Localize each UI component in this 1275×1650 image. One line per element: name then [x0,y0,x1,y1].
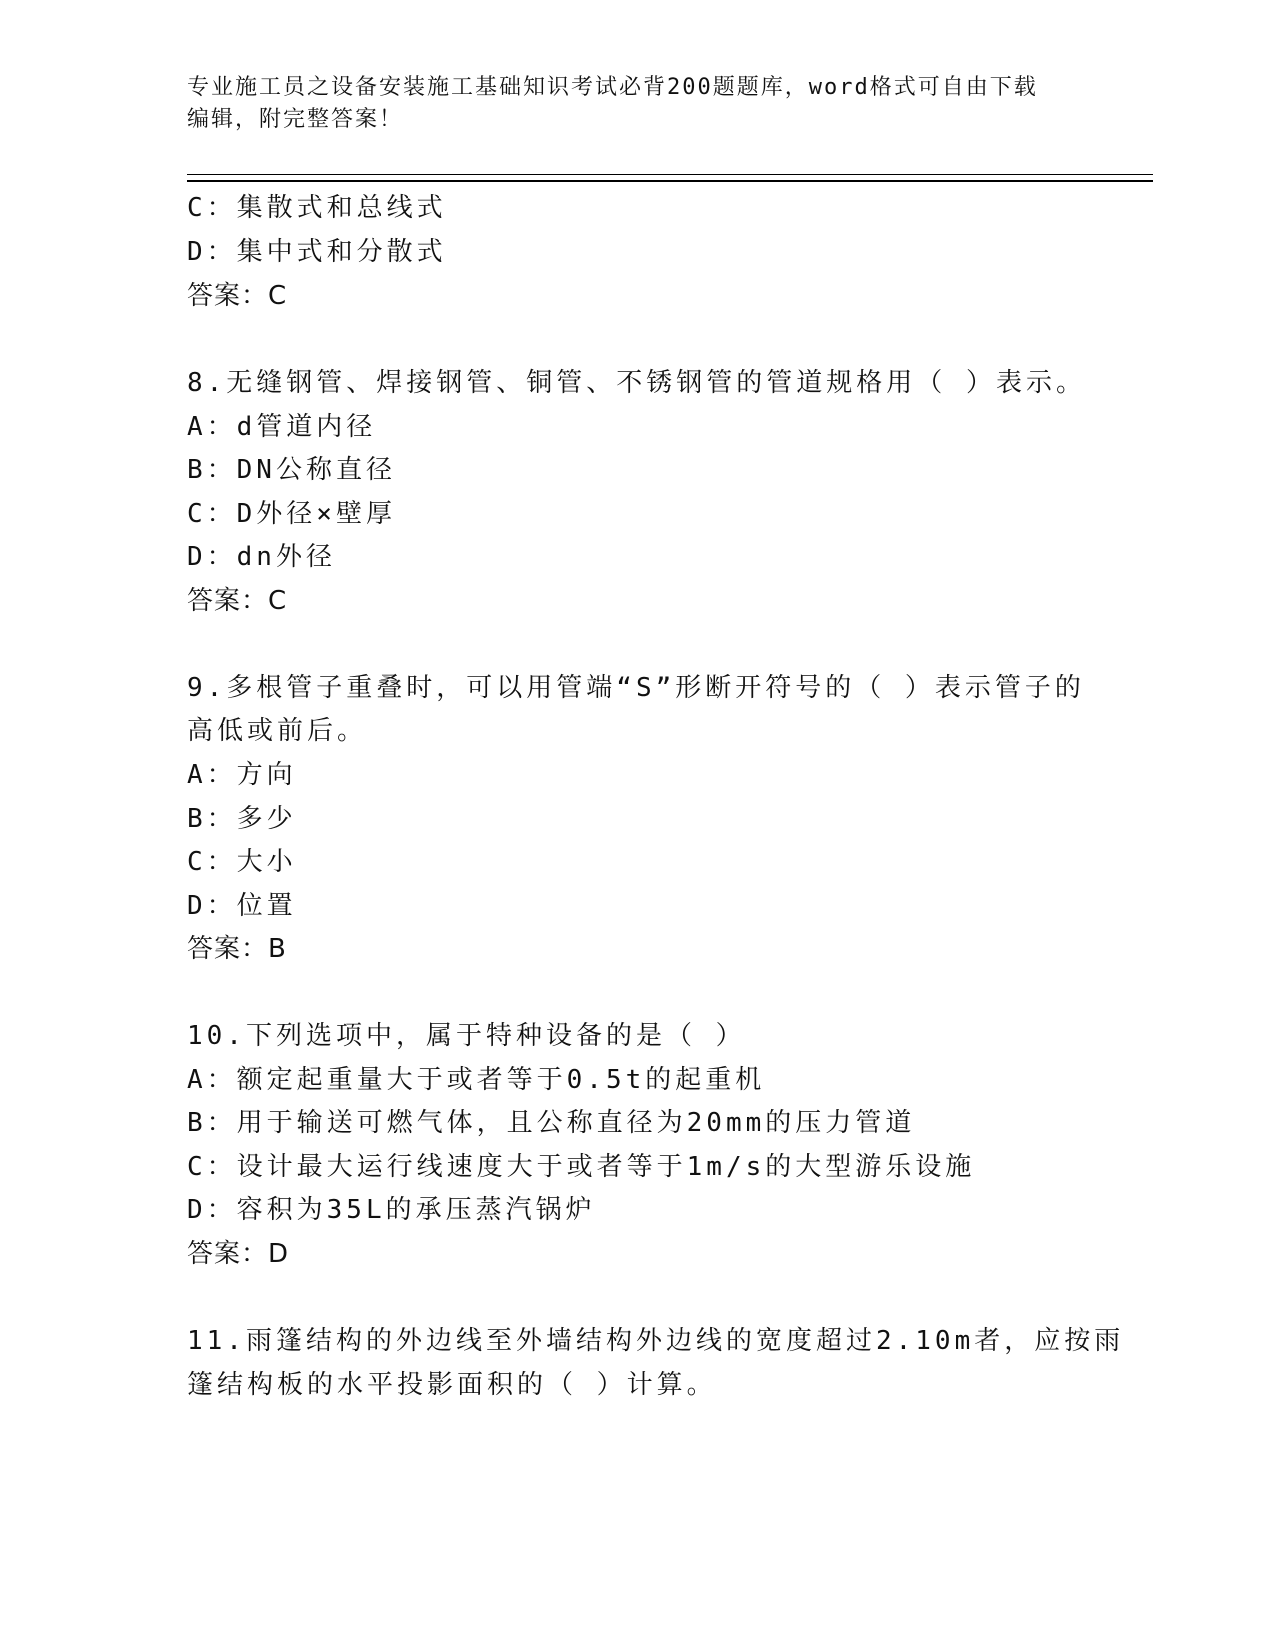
header-line-1: 专业施工员之设备安装施工基础知识考试必背200题题库，word格式可自由下载 [187,75,1038,100]
q9-option-c: C：大小 [187,847,297,877]
q11-stem-line-2: 篷结构板的水平投影面积的（ ）计算。 [187,1370,717,1400]
q9-stem-line-2: 高低或前后。 [187,716,368,746]
q10-option-b: B：用于输送可燃气体，且公称直径为20mm的压力管道 [187,1108,916,1138]
q8-answer: 答案：C [187,586,288,616]
q9-option-a: A：方向 [187,760,297,790]
q10-option-c: C：设计最大运行线速度大于或者等于1m/s的大型游乐设施 [187,1152,976,1182]
q8-option-d: D：dn外径 [187,542,336,572]
header-divider-thin [187,174,1153,175]
q9-answer: 答案：B [187,934,287,964]
q10-option-d: D：容积为35L的承压蒸汽锅炉 [187,1195,596,1225]
q7-answer: 答案：C [187,281,288,311]
q10-stem: 10.下列选项中，属于特种设备的是（ ） [187,1021,746,1051]
q7-option-c: C：集散式和总线式 [187,193,447,223]
header-line-2: 编辑，附完整答案！ [187,107,404,132]
q8-stem: 8.无缝钢管、焊接钢管、铜管、不锈钢管的管道规格用（ ）表示。 [187,368,1086,398]
q9-option-d: D：位置 [187,891,297,921]
q8-option-c: C：D外径×壁厚 [187,499,396,529]
q9-option-b: B：多少 [187,804,297,834]
q10-answer: 答案：D [187,1239,290,1269]
header-divider-thick [187,180,1153,182]
q10-option-a: A：额定起重量大于或者等于0.5t的起重机 [187,1065,766,1095]
document-header [187,72,1087,136]
q8-option-b: B：DN公称直径 [187,455,396,485]
q11-stem-line-1: 11.雨篷结构的外边线至外墙结构外边线的宽度超过2.10m者，应按雨 [187,1326,1125,1356]
q8-option-a: A：d管道内径 [187,412,377,442]
q9-stem-line-1: 9.多根管子重叠时，可以用管端“S”形断开符号的（ ）表示管子的 [187,673,1085,703]
q7-option-d: D：集中式和分散式 [187,237,447,267]
